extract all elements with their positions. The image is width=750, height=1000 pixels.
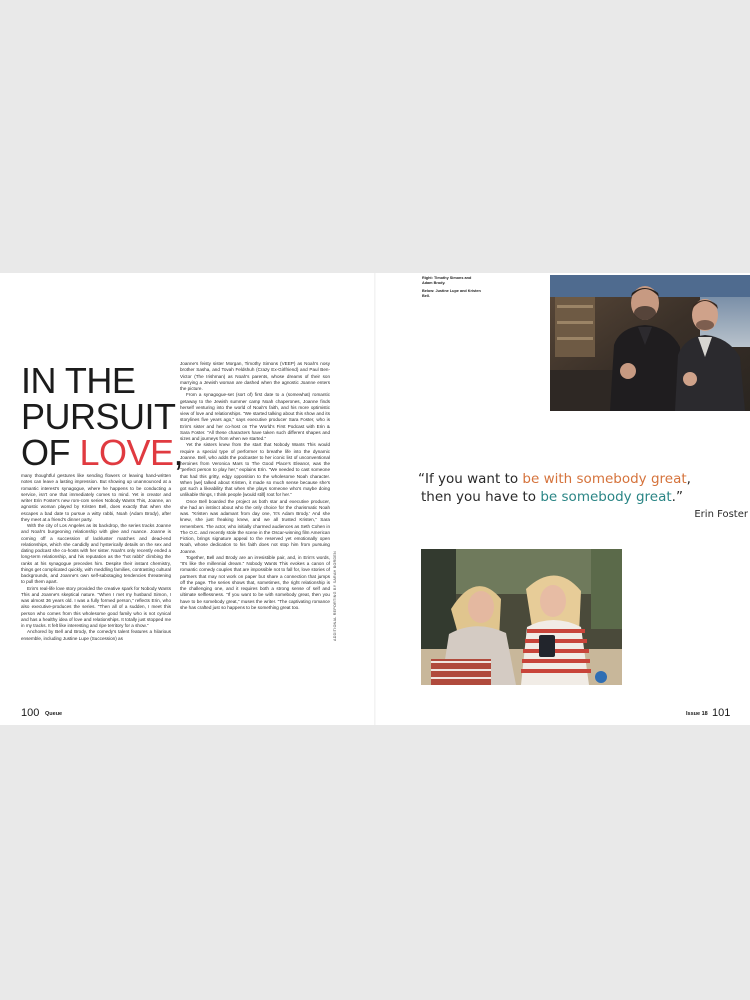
pull-quote-line-2: [418, 488, 748, 506]
magazine-spread: [0, 273, 750, 725]
quote-text: .”: [671, 489, 683, 505]
headline-line-3: [21, 432, 184, 473]
quote-text: ,: [686, 471, 691, 487]
paragraph: Joanne's feisty sister Morgan, Timothy Simons (VEEP) as Noah's nosy brother Sasha, and Tovah Feldshuh (Crazy Ex-Girlfriend) and Paul Ben-Victor (The Irishman) as Noah's parents, whose dreams of their son marrying a Jewish woman are dashed when the agnostic Joanne enters the picture.: [180, 361, 330, 391]
headline-love: LOVE: [79, 432, 174, 473]
pull-quote: [418, 470, 748, 506]
paragraph: Erin's real-life love story provided the creative spark for Nobody Wants This and Joanne's skeptical nature. "When I met my husband Simon, I was almost 36 years old. I was a fully formed person," reflects Erin, who also executive-produces the series. "Then all of a sudden, I meet this person who comes from this wholesome good family who is not cynical and has a healthy idea of love and relationships. It totally just stopped me in my tracks. It felt like interesting and ripe territory for a show.": [21, 585, 171, 628]
caption-right: Right: Timothy Simons and Adam Brody.: [422, 276, 472, 285]
body-column-2: [180, 361, 330, 611]
reporting-credit: ADDITIONAL REPORTING BY SARAH BORDEN: [333, 550, 337, 641]
photo-simons-brody: [550, 275, 750, 411]
article-headline: [21, 360, 184, 473]
quote-highlight-orange: be with somebody great: [522, 471, 687, 487]
quote-highlight-teal: be somebody great: [540, 489, 672, 505]
headline-of: OF: [21, 432, 80, 473]
issue-number: Issue 18: [686, 711, 708, 717]
paragraph: Together, Bell and Brody are an irresistible pair, and, in Erin's words, "It's like the millennial dream." Nobody Wants This evokes a canon of romantic comedy couples that are impossible not to fall for, love stories of partners that may not work on paper but share a connection that jumps off the page. The series shows that, sometimes, the right relationship is the challenging one, and it requires both a strong sense of self and ultimate selflessness. "If you want to be with somebody great, then you have to be somebody great," muses the writer. "The captivating romance she has crafted just so happens to be something great too.: [180, 554, 330, 610]
quote-text: then you have to: [421, 489, 541, 505]
paragraph: From a synagogue-set (sort of) first date to a (somewhat) romantic getaway to the Jewish summer camp Noah chaperones, Joanne finds herself venturing into the world of Noah's faith, and his more optimistic view of love and relationships. "We started talking about this show and its storylines five years ago," says executive producer Sara Foster, who is Erin's sister and her co-host on The World's First Podcast with Erin & Sara Foster. "All these characters have taken such different shapes and sizes and journeys from when we started.": [180, 392, 330, 441]
headline-line-1: IN THE: [21, 360, 136, 401]
page-number-left: 100: [21, 707, 40, 719]
photo-lupe-bell: [421, 549, 622, 685]
paragraph: With the city of Los Angeles as its backdrop, the series tracks Joanne and Noah's burgeoning relationship with glee and nuance. Joanne is coming off a succession of lackluster matches and dead-end relationships, which she candidly and hysterically details on the sex and dating podcast she co-hosts with her sister. Noah's only recently ended a long-term relationship, and his reputation as the "hot rabbi" climbing the ranks at his synagogue precedes him. Despite their instant chemistry, things get complicated quickly, with meddling families, contrasting cultural backgrounds, and Joanne's own self-sabotaging tendencies threatening to pull them apart.: [21, 523, 171, 585]
page-gutter: [374, 273, 376, 725]
body-column-1: [21, 473, 171, 642]
pull-quote-line-1: [418, 470, 748, 488]
headline-comma: ,: [173, 432, 184, 473]
paragraph: Anchored by Bell and Brody, the comedy's talent features a hilarious ensemble, including Justine Lupe (Succession) as: [21, 629, 171, 641]
headline-line-2: PURSUIT: [21, 396, 176, 437]
magazine-name: Queue: [45, 711, 63, 717]
paragraph: many thoughtful gestures like sending flowers or leaving hand-written notes can leave a lasting impression. But showing up unannounced at a romantic interest's synagogue, where he happens to be conducting a service, isn't one that immediately comes to mind. Yet in creator and writer Erin Foster's new rom-com series Nobody Wants This, Joanne, an agnostic woman played by Kristen Bell, does exactly that when she escapes a bad date to pursue a witty rabbi, Noah (Adam Brody), after they meet at a friend's dinner party.: [21, 473, 171, 522]
quote-text: “If you want to: [418, 471, 523, 487]
paragraph: Once Bell boarded the project as both star and executive producer, she had an instinct about who the only choice for the charismatic Noah was. "Kristen was adamant from day one, 'It's Adam Brody.' And she knew, she just freaking knew, and we all trusted Kristen," Sara remembers. The actor, who initially charmed audiences as Seth Cohen in The O.C. and recently stole the scene in the Oscar-winning film American Fiction, brings signature appeal to the reserved yet emotionally open Noah, whose dedication to his faith does not stop him from pursuing Joanne.: [180, 498, 330, 554]
caption-below: Below: Justine Lupe and Kristen Bell.: [422, 289, 481, 298]
paragraph: Yet the sisters knew from the start that Nobody Wants This would require a special type of performer to breathe life into the dynamic Joanne. Bell, who adds the podcaster to her iconic list of unconventional heroines from Veronica Mars to The Good Place's Eleanor, was the "perfect person to play her," explains Erin. "We needed to cast someone that had this gritty, edgy opposition to the wholesome Noah character. When [we] talked about Kristen, it made so much sense because she's got such a likeability that when she plays someone who's maybe doing unlikable things, I think people [would still] root for her.": [180, 442, 330, 498]
quote-attribution: Erin Foster: [694, 509, 748, 520]
page-number-right: 101: [712, 707, 731, 719]
